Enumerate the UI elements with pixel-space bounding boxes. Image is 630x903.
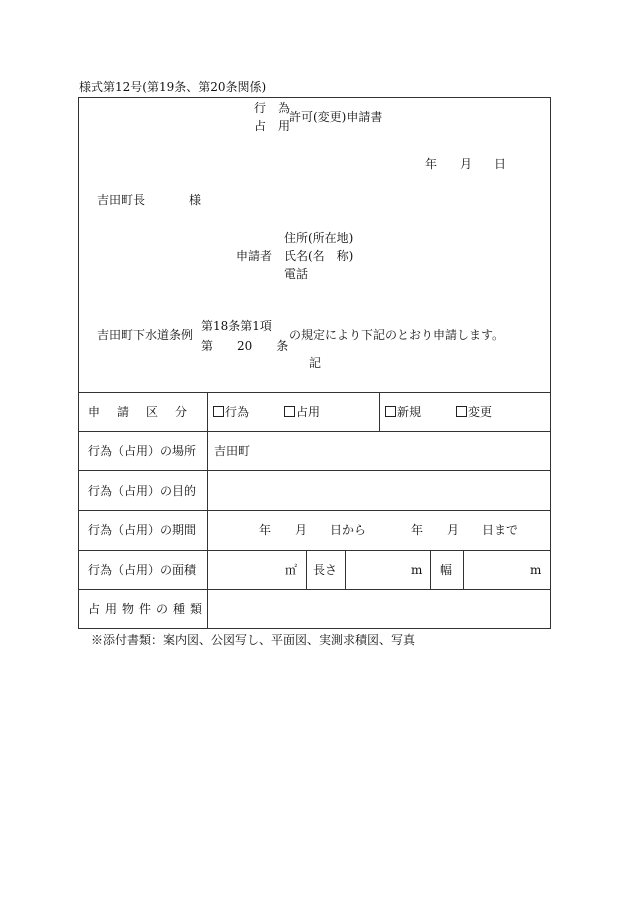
period-from-month: 月 <box>295 523 308 537</box>
applicant-label: 申請者 <box>236 249 273 263</box>
date-year: 年 <box>425 157 438 171</box>
ordinance-name: 吉田町下水道条例 <box>97 328 194 342</box>
ordinance-clause-1: 第18条第1項 <box>201 319 272 333</box>
row-line-1 <box>78 431 551 432</box>
option-koui[interactable] <box>213 406 249 418</box>
form-caption: 様式第12号(第19条、第20条関係) <box>79 80 267 94</box>
addressee-honorific: 様 <box>189 193 202 207</box>
checkbox-icon[interactable] <box>213 406 224 417</box>
checkbox-icon[interactable] <box>456 406 467 417</box>
period-to-year: 年 <box>411 523 424 537</box>
checkbox-icon[interactable] <box>385 406 396 417</box>
row-label-category <box>88 405 205 419</box>
title-top-word: 行 為 <box>254 101 291 115</box>
area-split-2 <box>345 550 346 589</box>
period-from-day: 日から <box>330 523 367 537</box>
period-to-month: 月 <box>447 523 460 537</box>
row-label-purpose: 行為（占用）の目的 <box>88 484 197 498</box>
title-suffix: 許可(変更)申請書 <box>289 110 383 124</box>
area-split-3 <box>430 550 431 589</box>
row-label-object-type-text: 占用物件の種類 <box>88 602 208 616</box>
ordinance-text: の規定により下記のとおり申請します。 <box>289 328 505 342</box>
area-split-4 <box>463 550 464 589</box>
row-label-area: 行為（占用）の面積 <box>88 563 197 577</box>
option-henkou-label: 変更 <box>468 405 493 419</box>
date-day: 日 <box>494 157 507 171</box>
row-line-3 <box>78 510 551 511</box>
row-line-4 <box>78 550 551 551</box>
row-line-5 <box>78 589 551 590</box>
option-senyou-label: 占用 <box>296 405 321 419</box>
option-shinki-label: 新規 <box>397 405 422 419</box>
label-column-line <box>207 392 208 629</box>
option-koui-label: 行為 <box>225 405 250 419</box>
addressee-name: 吉田町長 <box>97 193 146 207</box>
area-unit: ㎡ <box>285 563 298 577</box>
width-label: 幅 <box>440 563 453 577</box>
area-split-1 <box>306 550 307 589</box>
checkbox-icon[interactable] <box>284 406 295 417</box>
length-unit: m <box>411 563 423 577</box>
row-label-location: 行為（占用）の場所 <box>88 444 197 458</box>
option-shinki[interactable] <box>385 406 421 418</box>
period-to-day: 日まで <box>482 523 519 537</box>
location-value[interactable]: 吉田町 <box>214 444 251 458</box>
applicant-address-label: 住所(所在地) <box>284 231 354 245</box>
option-henkou[interactable] <box>456 406 492 418</box>
option-senyou[interactable] <box>284 406 320 418</box>
length-label: 長さ <box>313 563 338 577</box>
row-label-period: 行為（占用）の期間 <box>88 523 197 537</box>
applicant-phone-label: 電話 <box>284 267 309 281</box>
ki-marker: 記 <box>309 356 322 370</box>
date-month: 月 <box>460 157 473 171</box>
ordinance-clause-2: 第 20 条 <box>201 339 289 353</box>
category-split-line <box>379 392 380 431</box>
row-label-category-text: 申請区分 <box>88 405 205 419</box>
width-unit: m <box>530 563 542 577</box>
period-from-year: 年 <box>259 523 272 537</box>
title-bottom-word: 占 用 <box>254 119 291 133</box>
attachments-note: ※添付書類：案内図、公図写し、平面図、実測求積図、写真 <box>91 633 416 647</box>
applicant-name-label: 氏名(名 称) <box>284 249 354 263</box>
table-top-line <box>78 392 551 393</box>
row-line-2 <box>78 470 551 471</box>
row-label-object-type <box>88 603 207 615</box>
